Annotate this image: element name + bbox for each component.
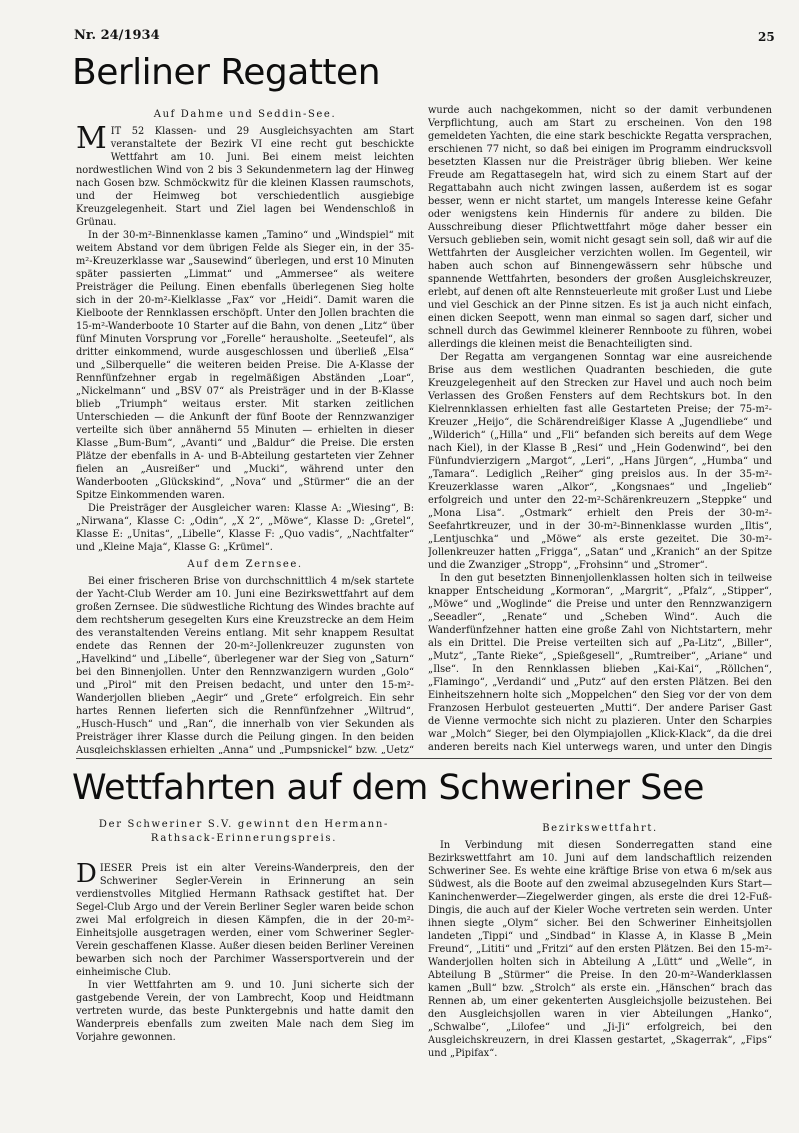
article2-strapline: Der Schweriner S.V. gewinnt den Hermann-Rathsack-Erinnerungspreis. [98, 819, 390, 844]
article-title-berliner-regatten: Berliner Regatten [72, 52, 381, 93]
article-title-schweriner-see: Wettfahrten auf dem Schweriner See [72, 768, 704, 808]
article1-paragraph: In den gut besetzten Binnenjollenklassen holten sich in teilweise knapper Entscheidung „Kormoran“, „Margrit“, „Pfalz“, „Stipper“, „Möwe“ und „Woglinde“ die Preise und unter den Rennzwanzigern „Seeadler“, „Renate“ und „Scheben Wind“. Auch die Wanderfünfzehner hatten eine große Zahl von Nichtstartern, mehr als ein Drittel. Die Preise verteilten sich auf „Pa-Litz“, „Biller“, „Mutz“, „Tante Rieke“, „Spießgesell“, „Rumtreiber“, „Ariane“ und „Ilse“. In den Rennklassen blieben „Kai-Kai“, „Röllchen“, „Flamingo“, „Verdandi“ und „Putz“ auf den ersten Plätzen. Bei den Einheitszehnern holte sich „Moppelchen“ den Sieg vor der von dem Franzosen Herbulot gesteuerten „Mutti“. Der andere Pariser Gast de Vienne vermochte sich nicht zu plazieren. Unter den Scharpies war „Molch“ Sieger, bei den Olympiajollen „Klick-Klack“, da die drei anderen bereits nach Kiel unterwegs waren, und unter den Dingis [428, 573, 772, 753]
article1-paragraph: Die Preisträger der Ausgleicher waren: Klasse A: „Wiesing“, B: „Nirwana“, Klasse C: „Odin“, „X 2“, „Möwe“, Klasse D: „Gretel“, Klasse E: „Unitas“, „Libelle“, Klasse F: „Quo vadis“, „Nachtfalter“ und „Kleine Maja“, Klasse G: „Krümel“. [76, 503, 414, 553]
article1-paragraph: Bei einer frischeren Brise von durchschnittlich 4 m/sek startete der Yacht-Club Werder am 10. Juni eine Bezirkswettfahrt auf dem großen Zernsee. Die südwestliche Richtung des Windes brachte auf dem rechtsherum gesegelten Kurs eine Kreuzstrecke an dem Heim des veranstaltenden Vereins entlang. Mit sehr knappem Resultat endete das Rennen der 20-m²-Jollenkreuzer zugunsten von „Havelkind“ und „Libelle“, überlegener war der Sieg von „Saturn“ bei den Binnenjollen. Unter den Rennzwanzigern wurden „Golo“ und „Pirol“ mit den Preisen bedacht, und unter den 15-m²-Wanderjollen blieben „Aegir“ und „Grete“ erfolgreich. Ein sehr hartes Rennen lieferten sich die Rennfünfzehner „Wiltrud“, „Husch-Husch“ und „Ran“, die innerhalb von vier Sekunden als Preisträger ihrer Klasse durch die Peilung gingen. In den beiden Ausgleichsklassen erhielten „Anna“ und „Pumpsnickel“ bzw. „Uetz“ [76, 576, 414, 754]
article1-paragraph: wurde auch nachgekommen, nicht so der damit verbundenen Verpflichtung, auch am Start zu erscheinen. Von den 198 gemeldeten Yachten, die eine stark beschickte Regatta versprachen, erschienen 77 nicht, so daß bei einigen im Programm eindrucksvoll besetzten Klassen nur die Preisträger übrig blieben. Wer keine Freude am Regattasegeln hat, wird sich zu einem Start auf der Regattabahn auch nicht zwingen lassen, außerdem ist es sogar besser, wenn er nicht startet, um mangels Interesse keine Gefahr oder wenigstens kein Hindernis für andere zu bilden. Die Ausschreibung dieser Pflichtwettfahrt möge daher besser ein Versuch geblieben sein, womit nicht gesagt sein soll, daß wir auf die Wettfahrten der Ausgleicher verzichten wollen. Im Gegenteil, wir haben auch schon auf Binnengewässern sehr hübsche und spannende Wettfahrten, besonders der großen Ausgleichskreuzer, erlebt, auf denen oft alte Rennsteuerleute mit großer Lust und Liebe und viel Geschick an der Pinne sitzen. Es ist ja auch nicht einfach, einen dicken Seepott, wenn man einmal so sagen darf, sicher und schnell durch das Gewimmel kleinerer Rennboote zu führen, wobei allerdings die kleinen meist die Benachteiligten sind. [428, 105, 772, 350]
page-number: 25 [758, 30, 775, 44]
article2-right-column [428, 818, 772, 1108]
article2-paragraph: In vier Wettfahrten am 9. und 10. Juni sicherte sich der gastgebende Verein, der von Lambrecht, Koop und Heidtmann vertreten wurde, das beste Punktergebnis und hatte damit den Wanderpreis ebenfalls zum zweiten Male nach dem Sieg im Vorjahre gewonnen. [76, 980, 414, 1043]
article1-right-column [428, 104, 772, 754]
article2-paragraph: DIESER Preis ist ein alter Vereins-Wanderpreis, den der Schweriner Segler-Verein in Erinnerung an sein verdienstvolles Mitglied Hermann Rathsack gestiftet hat. Der Segel-Club Argo und der Verein Berliner Segler waren beide schon zwei Mal erfolgreich in diesen Kämpfen, die in der 20-m²-Einheitsjolle ausgetragen werden, einer vom Schweriner Segler-Verein geschaffenen Klasse. Außer diesen beiden Berliner Vereinen bewarben sich noch der Parchimer Wassersportverein und der einheimische Club. [76, 862, 414, 978]
article1-left-column [76, 104, 414, 754]
article1-paragraph: Der Regatta am vergangenen Sonntag war eine ausreichende Brise aus dem westlichen Quadranten beschieden, die gute Kreuzgelegenheit auf den Strecken zur Havel und auch noch beim Verlassen des Großen Fensters auf dem Rechtskurs bot. In den Kielrennklassen erhielten fast alle Gestarteten Preise; der 75-m²-Kreuzer „Heijo“, die Schärendreißiger Klasse A „Jugendliebe“ und „Wilderich“ („Hilla“ und „Fli“ befanden sich bereits auf dem Wege nach Kiel), in der Klasse B „Resi“ und „Hein Godenwind“, bei den Fünfundvierzigern „Margot“, „Leri“, „Hans Jürgen“, „Humba“ und „Tamara“. Lediglich „Reiher“ ging preislos aus. In der 35-m²-Kreuzerklasse waren „Alkor“, „Kongsnaes“ und „Ingelieb“ erfolgreich und unter den 22-m²-Schärenkreuzern „Steppke“ und „Mona Lisa“. „Ostmark“ erhielt den Preis der 30-m²-Seefahrtkreuzer, und in der 30-m²-Binnenklasse wurden „Iltis“, „Lentjuschka“ und „Möwe“ als erste gezeitet. Die 30-m²-Jollenkreuzer hatten „Frigga“, „Satan“ und „Kranich“ an der Spitze und die Zwanziger „Stropp“, „Frohsinn“ und „Stromer“. [428, 352, 772, 571]
subheading-zernsee: Auf dem Zernsee. [187, 559, 303, 570]
dropcap-m: M [76, 121, 107, 156]
section-divider [76, 758, 772, 759]
article2-paragraph: In Verbindung mit diesen Sonderregatten stand eine Bezirkswettfahrt am 10. Juni auf dem landschaftlich reizenden Schweriner See. Es wehte eine kräftige Brise von etwa 6 m/sek aus Südwest, als die Boote auf den zweimal abzusegelnden Kurs Start—Kaninchenwerder—Ziegelwerder gingen, als erste die drei 12-Fuß-Dingis, die auch auf der Kieler Woche vertreten sein werden. Unter ihnen siegte „Olym“ sicher. Bei den Schweriner Einheitsjollen landeten „Tippi“ und „Sindbad“ in Klasse A, in Klasse B „Mein Freund“, „Lititi“ und „Fritzi“ auf den ersten Plätzen. Bei den 15-m²-Wanderjollen holten sich in Abteilung A „Lütt“ und „Welle“, in Abteilung B „Stürmer“ die Preise. In den 20-m²-Wanderklassen kamen „Bull“ bzw. „Strolch“ als erste ein. „Hänschen“ brach das Rennen ab, um einer gekenterten Ausgleichsjolle beizustehen. Bei den Ausgleichsjollen waren in vier Abteilungen „Hanko“, „Schwalbe“, „Lilofee“ und „Ji-Ji“ erfolgreich, bei den Ausgleichskreuzern, in drei Klassen gestartet, „Skagerrak“, „Fips“ und „Pipifax“. [428, 840, 772, 1059]
article1-paragraph: In der 30-m²-Binnenklasse kamen „Tamino“ und „Windspiel“ mit weitem Abstand vor dem übrigen Felde als Sieger ein, in der 35-m²-Kreuzerklasse war „Sausewind“ überlegen, und erst 10 Minuten später passierten „Limmat“ und „Ammersee“ als weitere Preisträger die Peilung. Einen ebenfalls überlegenen Sieg holte sich in der 20-m²-Kielklasse „Fax“ vor „Heidi“. Damit waren die Kielboote der Rennklassen erschöpft. Unter den Jollen brachten die 15-m²-Wanderboote 10 Starter auf die Bahn, von denen „Litz“ über fünf Minuten Vorsprung vor „Forelle“ herausholte. „Seeteufel“, als dritter einkommend, wurde ausgeschlossen und überließ „Elsa“ und „Silberquelle“ die weiteren beiden Preise. Die A-Klasse der Rennfünfzehner ergab in regelmäßigen Abständen „Loar“, „Nickelmann“ und „BSV 07“ als Preisträger und in der B-Klasse blieb „Triumph“ weitaus erster. Mit starken zeitlichen Unterschieden — die Ankunft der fünf Boote der Rennzwanziger verteilte sich über annähernd 55 Minuten — erhielten in dieser Klasse „Bum-Bum“, „Avanti“ und „Baldur“ die Preise. Die ersten Plätze der ebenfalls in A- und B-Abteilung gestarteten vier Zehner fielen an „Ausreißer“ und „Mucki“, während unter den Wanderbooten „Glückskind“, „Nova“ und „Stürmer“ die an der Spitze Einkommenden waren. [76, 230, 414, 501]
article1-paragraph: MIT 52 Klassen- und 29 Ausgleichsyachten am Start veranstaltete der Bezirk VI eine recht gut beschickte Wettfahrt am 10. Juni. Bei einem meist leichten nordwestlichen Wind von 2 bis 3 Sekundenmetern lag der Hinweg nach Gosen bzw. Schmöckwitz für die kleinen Klassen raumschots, und der Heimweg bot verschiedentlich ausgiebige Kreuzgelegenheit. Start und Ziel lagen bei Wendenschloß in Grünau. [76, 121, 414, 228]
article2-left-column [76, 862, 414, 1092]
subheading-dahme: Auf Dahme und Seddin-See. [153, 109, 337, 120]
dropcap-d: D [76, 862, 97, 889]
issue-number: Nr. 24/1934 [74, 28, 160, 43]
subheading-bezirkswettfahrt: Bezirkswettfahrt. [542, 823, 658, 834]
